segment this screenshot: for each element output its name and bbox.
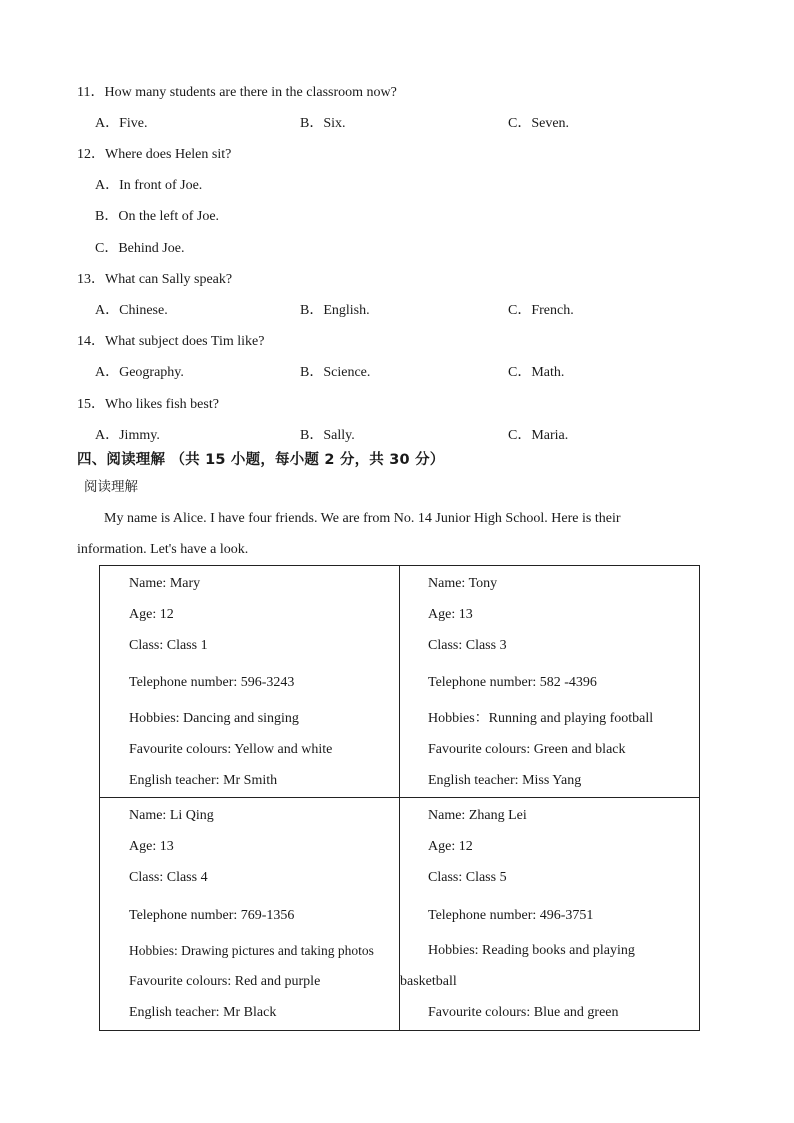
option-c: C．Maria. (508, 428, 569, 443)
card-class: Class: Class 3 (428, 638, 507, 653)
option-a: A．Jimmy. (95, 428, 160, 443)
friends-info-table (99, 565, 700, 1031)
card-hobbies: Hobbies: Reading books and playing (428, 943, 635, 958)
section-subtitle: 阅读理解 (84, 479, 138, 495)
option-a: A．Five. (95, 116, 148, 131)
card-colours: Favourite colours: Blue and green (428, 1005, 619, 1020)
section-title: 四、阅读理解 （共 15 小题，每小题 2 分，共 30 分） (77, 452, 445, 468)
card-hobbies-continued: basketball (400, 974, 457, 989)
card-name: Name: Mary (129, 576, 201, 591)
intro-paragraph-line-1: My name is Alice. I have four friends. We are from No. 14 Junior High School. Here is their (104, 511, 621, 526)
option-a: A．Geography. (95, 365, 184, 380)
card-phone: Telephone number: 596-3243 (129, 675, 295, 690)
card-phone: Telephone number: 496-3751 (428, 908, 594, 923)
question-stem: 14．What subject does Tim like? (77, 334, 265, 349)
info-card-tony (400, 566, 700, 798)
question-stem: 13．What can Sally speak? (77, 272, 233, 287)
card-class: Class: Class 1 (129, 638, 208, 653)
option-c: C．Seven. (508, 116, 570, 131)
option-b: B．Science. (300, 365, 371, 380)
card-colours: Favourite colours: Yellow and white (129, 742, 333, 757)
card-age: Age: 13 (428, 607, 473, 622)
card-name: Name: Li Qing (129, 808, 214, 823)
card-class: Class: Class 5 (428, 870, 507, 885)
question-stem: 15．Who likes fish best? (77, 397, 219, 412)
info-card-mary (100, 566, 400, 798)
question-stem: 11．How many students are there in the classroom now? (77, 85, 397, 100)
option-c: C．Behind Joe. (95, 241, 185, 256)
info-card-li-qing (100, 798, 400, 1031)
card-teacher: English teacher: Mr Black (129, 1005, 277, 1020)
option-c: C．French. (508, 303, 574, 318)
option-b: B．Six. (300, 116, 346, 131)
question-stem: 12．Where does Helen sit? (77, 147, 232, 162)
card-hobbies: Hobbies：Running and playing football (428, 711, 654, 726)
card-age: Age: 13 (129, 839, 174, 854)
option-a: A．Chinese. (95, 303, 168, 318)
card-colours: Favourite colours: Green and black (428, 742, 626, 757)
card-colours: Favourite colours: Red and purple (129, 974, 321, 989)
card-teacher: English teacher: Miss Yang (428, 773, 582, 788)
card-age: Age: 12 (129, 607, 174, 622)
intro-paragraph-line-2: information. Let's have a look. (77, 542, 249, 557)
card-hobbies: Hobbies: Dancing and singing (129, 711, 299, 726)
card-teacher: English teacher: Mr Smith (129, 773, 278, 788)
option-a: A．In front of Joe. (95, 178, 203, 193)
card-age: Age: 12 (428, 839, 473, 854)
option-b: B．English. (300, 303, 370, 318)
option-b: B．On the left of Joe. (95, 209, 220, 224)
card-phone: Telephone number: 769-1356 (129, 908, 295, 923)
card-name: Name: Tony (428, 576, 498, 591)
option-b: B．Sally. (300, 428, 355, 443)
card-hobbies: Hobbies: Drawing pictures and taking photos (129, 943, 374, 958)
info-card-zhang-lei (400, 798, 700, 1031)
card-phone: Telephone number: 582 -4396 (428, 675, 597, 690)
card-class: Class: Class 4 (129, 870, 208, 885)
option-c: C．Math. (508, 365, 565, 380)
card-name: Name: Zhang Lei (428, 808, 527, 823)
